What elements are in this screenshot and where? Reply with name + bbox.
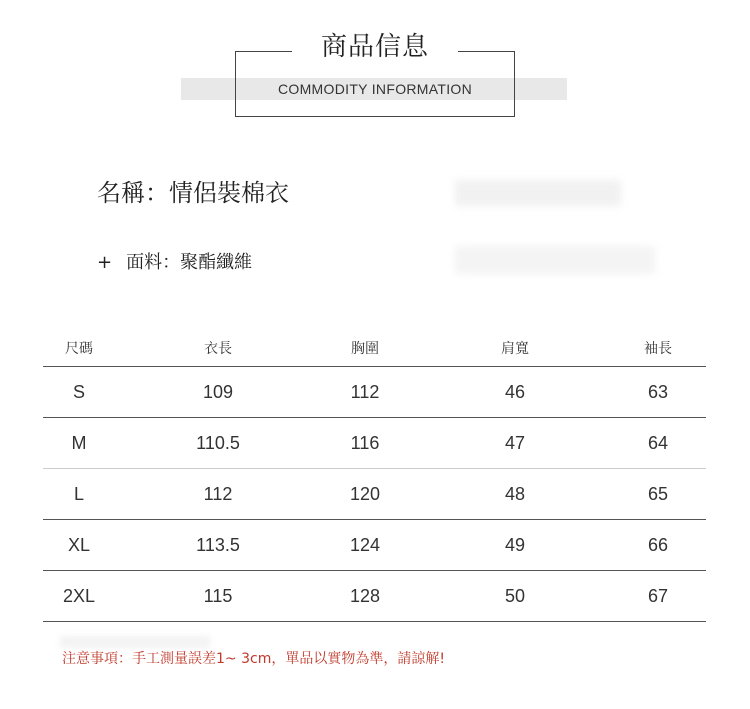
cell-length: 113.5 xyxy=(196,534,240,555)
table-row xyxy=(43,571,706,622)
cell-chest: 112 xyxy=(350,381,380,402)
column-header-size: 尺碼 xyxy=(65,341,93,357)
cell-length: 109 xyxy=(202,381,234,402)
product-name: 名稱：情侶裝棉衣 xyxy=(97,179,289,207)
measurement-note: 注意事項：手工測量誤差1~ 3cm，單品以實物為準，請諒解! xyxy=(62,651,445,667)
cell-chest: 124 xyxy=(349,534,381,555)
table-row xyxy=(43,367,706,418)
cell-sleeve: 67 xyxy=(647,585,669,606)
cell-chest: 116 xyxy=(350,432,380,453)
cell-chest: 120 xyxy=(349,483,381,504)
column-header-length: 衣長 xyxy=(204,341,232,357)
column-header-chest: 胸圍 xyxy=(351,341,379,357)
cell-sleeve: 66 xyxy=(647,534,669,555)
cell-sleeve: 65 xyxy=(647,483,669,504)
cell-size: 2XL xyxy=(62,585,96,606)
cell-size: L xyxy=(73,483,84,504)
cell-shoulder: 48 xyxy=(504,483,526,504)
column-header-sleeve: 袖長 xyxy=(644,341,672,357)
cell-length: 115 xyxy=(203,585,233,606)
cell-length: 110.5 xyxy=(196,432,240,453)
fabric-line xyxy=(97,248,252,274)
fabric-text: 面料：聚酯纖維 xyxy=(126,252,253,273)
cell-chest: 128 xyxy=(349,585,381,606)
cell-sleeve: 64 xyxy=(647,432,669,453)
cell-shoulder: 50 xyxy=(504,585,526,606)
cell-sleeve: 63 xyxy=(647,381,669,402)
page-title: 商品信息 xyxy=(320,31,429,62)
header-title-wrap xyxy=(292,27,458,61)
cell-shoulder: 49 xyxy=(504,534,526,555)
table-header-row xyxy=(43,330,706,367)
cell-size: M xyxy=(71,432,87,453)
table-row xyxy=(43,469,706,520)
plus-icon: + xyxy=(97,252,113,273)
watermark-blur xyxy=(60,636,210,648)
cell-size: S xyxy=(72,381,85,402)
column-header-shoulder: 肩寬 xyxy=(501,341,529,357)
table-row xyxy=(43,418,706,469)
cell-shoulder: 46 xyxy=(504,381,526,402)
cell-size: XL xyxy=(67,534,91,555)
watermark-blur xyxy=(455,246,655,274)
cell-shoulder: 47 xyxy=(504,432,526,453)
table-row xyxy=(43,520,706,571)
watermark-blur xyxy=(455,180,621,206)
page-subtitle: COMMODITY INFORMATION xyxy=(278,81,472,97)
size-table xyxy=(43,330,706,622)
cell-length: 112 xyxy=(203,483,233,504)
